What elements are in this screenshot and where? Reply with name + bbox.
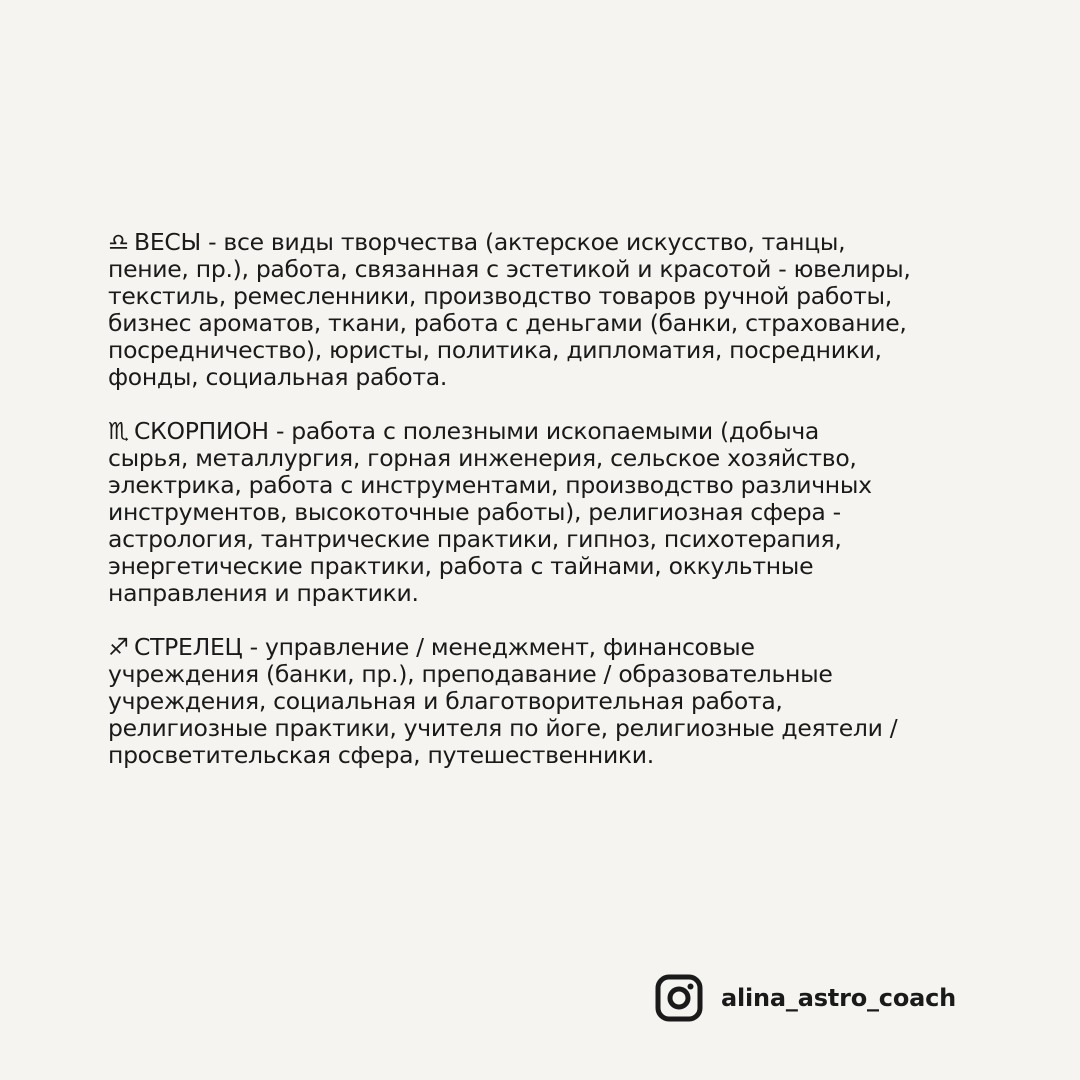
text-line: фонды, социальная работа.: [108, 363, 448, 391]
text-line: учреждения (банки, пр.), преподавание / образовательные: [108, 660, 833, 688]
text-line: ♏ СКОРПИОН - работа с полезными ископаемыми (добыча: [108, 417, 820, 445]
text-line: учреждения, социальная и благотворительная работа,: [108, 687, 783, 715]
text-line: пение, пр.), работа, связанная с эстетикой и красотой - ювелиры,: [108, 255, 911, 283]
text-line: направления и практики.: [108, 579, 419, 607]
text-line: ♐ СТРЕЛЕЦ - управление / менеджмент, финансовые: [108, 633, 755, 661]
text-line: ♎ ВЕСЫ - все виды творчества (актерское искусство, танцы,: [108, 228, 846, 256]
text-line: инструментов, высокоточные работы), религиозная сфера -: [108, 498, 841, 526]
text-line: астрология, тантрические практики, гипноз, психотерапия,: [108, 525, 842, 553]
instagram-icon: [655, 974, 703, 1022]
sagittarius-section: [108, 634, 988, 769]
text-line: электрика, работа с инструментами, производство различных: [108, 471, 872, 499]
handle-text[interactable]: alina_astro_coach: [721, 984, 957, 1012]
text-line: просветительская сфера, путешественники.: [108, 741, 654, 769]
scorpio-icon: ♏: [108, 417, 129, 445]
libra-section: [108, 229, 988, 391]
text-line: посредничество), юристы, политика, дипломатия, посредники,: [108, 336, 882, 364]
scorpio-section: [108, 418, 988, 607]
sagittarius-icon: ♐: [108, 633, 129, 661]
text-line: текстиль, ремесленники, производство товаров ручной работы,: [108, 282, 892, 310]
text-line: бизнес ароматов, ткани, работа с деньгами (банки, страхование,: [108, 309, 907, 337]
text-line: религиозные практики, учителя по йоге, религиозные деятели /: [108, 714, 898, 742]
libra-icon: ♎: [108, 228, 129, 256]
text-line: сырья, металлургия, горная инженерия, сельское хозяйство,: [108, 444, 857, 472]
instagram-handle[interactable]: [655, 973, 956, 1023]
zodiac-careers-text: [108, 229, 988, 796]
text-line: энергетические практики, работа с тайнами, оккультные: [108, 552, 814, 580]
